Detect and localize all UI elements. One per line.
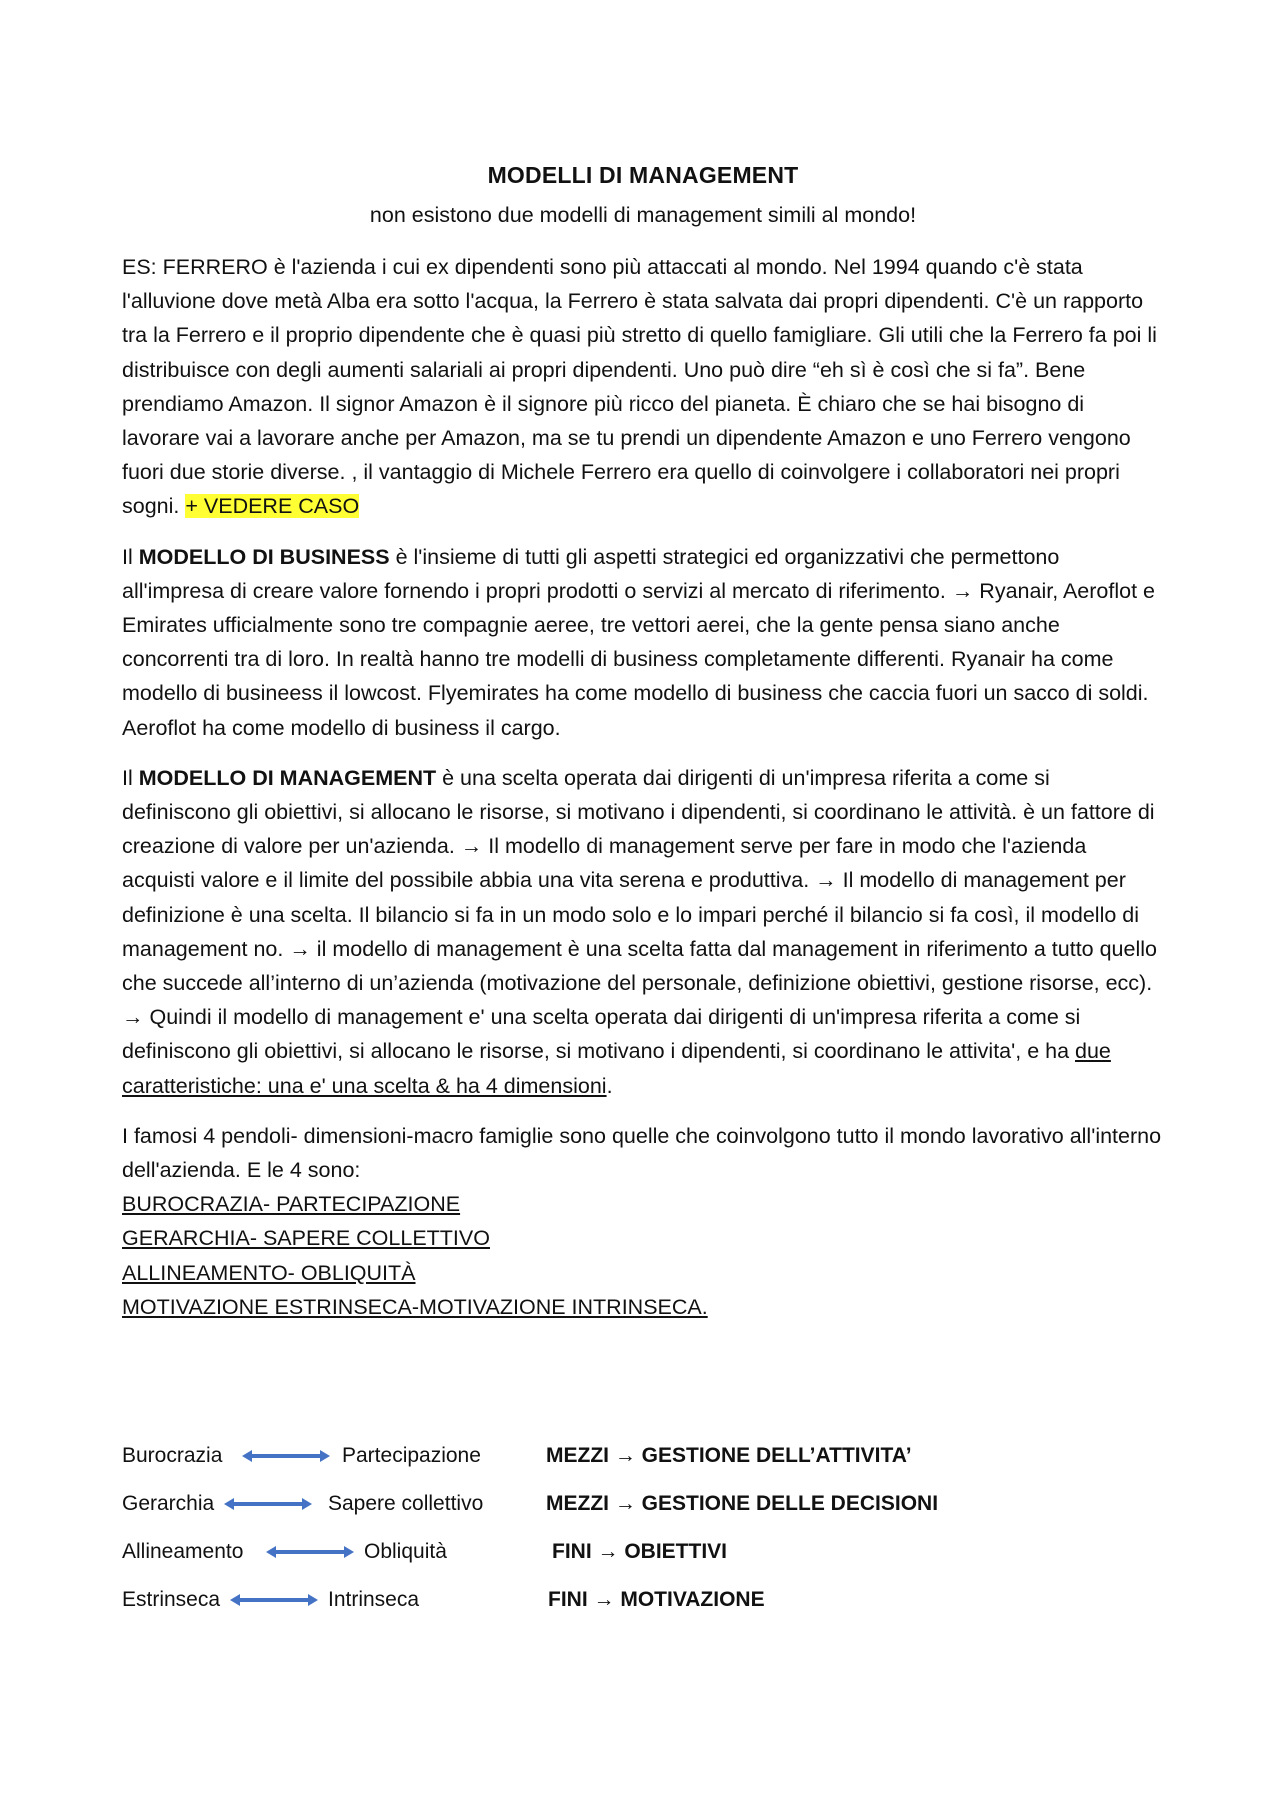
paragraph-business-text: è l'insieme di tutti gli aspetti strategici ed organizzativi che permettono all'impresa di creare valore fornendo i propri prodotti o servizi al mercato di riferimento. → Ryanair, Aeroflot e Emirates ufficialmente sono tre compagnie aeree, tre vettori aerei, che la gente pensa siano anche concorrenti tra di loro. In realtà hanno tre modelli di business completamente differenti. Ryanair ha come modello di busineess il lowcost. Flyemirates ha come modello di business che caccia fuori un sacco di soldi. Aeroflot ha come modello di business il cargo.: [122, 544, 1155, 740]
pair-row: [122, 1492, 1164, 1540]
paragraph-modello-business: [122, 540, 1164, 745]
pair-left-label: Gerarchia: [122, 1492, 215, 1515]
pair-right-label: Intrinseca: [328, 1588, 420, 1611]
paragraph-ferrero: [122, 250, 1164, 524]
double-arrow-icon: [222, 1496, 314, 1512]
paragraph-end: .: [606, 1073, 613, 1098]
highlight-vedere-caso: + VEDERE CASO: [185, 494, 360, 519]
term-modello-management: MODELLO DI MANAGEMENT: [138, 765, 437, 790]
page-subtitle: non esistono due modelli di management simili al mondo!: [369, 203, 917, 227]
pair-row: [122, 1444, 1164, 1492]
double-arrow-icon: [228, 1592, 320, 1608]
underlined-caratteristiche: due caratteristiche: una e' una scelta & ha 4 dimensioni: [122, 1039, 1111, 1098]
page-title: MODELLI DI MANAGEMENT: [487, 162, 799, 188]
list-item: ALLINEAMENTO- OBLIQUITÀ: [122, 1260, 416, 1285]
list-item: BUROCRAZIA- PARTECIPAZIONE: [122, 1192, 461, 1217]
pair-category: FINI → OBIETTIVI: [552, 1540, 728, 1563]
pair-left-label: Allineamento: [122, 1540, 244, 1563]
pair-row: [122, 1588, 1164, 1636]
double-arrow-icon: [264, 1544, 356, 1560]
paragraph-management-text: è una scelta operata dai dirigenti di un'impresa riferita a come si definiscono gli obiettivi, si allocano le risorse, si motivano i dipendenti, si coordinano le attività. è un fattore di creazione di valore per un'azienda. → Il modello di management serve per fare in modo che l'azienda acquisti valore e il limite del possibile abbia una vita serena e produttiva. → Il modello di management per definizione è una scelta. Il bilancio si fa in un modo solo e lo impari perché il bilancio si fa così, il modello di management no. → il modello di management è una scelta fatta dal management in riferimento a tutto quello che succede all’interno di un’azienda (motivazione del personale, definizione obiettivi, gestione risorse, ecc). → Quindi il modello di management e' una scelta operata dai dirigenti di un'impresa riferita a come si definiscono gli obiettivi, si allocano le risorse, si motivano i dipendenti, si coordinano le attivita', e ha: [122, 765, 1157, 1064]
document-page: [122, 150, 1164, 1324]
list-item: GERARCHIA- SAPERE COLLETTIVO: [122, 1226, 490, 1251]
list-item: MOTIVAZIONE ESTRINSECA-MOTIVAZIONE INTRINSECA.: [122, 1294, 708, 1319]
pair-category: FINI → MOTIVAZIONE: [548, 1588, 765, 1611]
term-modello-business: MODELLO DI BUSINESS: [138, 544, 390, 569]
pair-left-label: Estrinseca: [122, 1588, 221, 1611]
pair-right-label: Obliquità: [364, 1540, 447, 1563]
paragraph-ferrero-text: ES: FERRERO è l'azienda i cui ex dipendenti sono più attaccati al mondo. Nel 1994 quando c'è stata l'alluvione dove metà Alba era sotto l'acqua, la Ferrero è stata salvata dai propri dipendenti. C'è un rapporto tra la Ferrero e il proprio dipendente che è quasi più stretto di quello famigliare. Gli utili che la Ferrero fa poi li distribuisce con degli aumenti salariali ai propri dipendenti. Uno può dire “eh sì è così che si fa”. Bene prendiamo Amazon. Il signor Amazon è il signore più ricco del pianeta. È chiaro che se hai bisogno di lavorare vai a lavorare anche per Amazon, ma se tu prendi un dipendente Amazon e uno Ferrero vengono fuori due storie diverse. , il vantaggio di Michele Ferrero era quello di coinvolgere i collaboratori nei propri sogni.: [122, 255, 1157, 519]
pair-right-label: Partecipazione: [342, 1444, 481, 1467]
pendoli-list: [122, 1187, 1164, 1324]
pair-category: MEZZI → GESTIONE DELL’ATTIVITA’: [546, 1444, 912, 1467]
pair-right-label: Sapere collettivo: [328, 1492, 484, 1515]
paragraph-lead: Il: [122, 544, 139, 569]
paragraph-lead: Il: [122, 765, 139, 790]
pair-row: [122, 1540, 1164, 1588]
paragraph-modello-management: [122, 761, 1164, 1103]
pair-category: MEZZI → GESTIONE DELLE DECISIONI: [546, 1492, 939, 1515]
pair-left-label: Burocrazia: [122, 1444, 223, 1467]
double-arrow-icon: [240, 1448, 332, 1464]
paragraph-pendoli: I famosi 4 pendoli- dimensioni-macro famiglie sono quelle che coinvolgono tutto il mondo lavorativo all'interno dell'azienda. E le 4 sono:: [122, 1123, 1162, 1183]
pendoli-diagram: [122, 1444, 1164, 1636]
